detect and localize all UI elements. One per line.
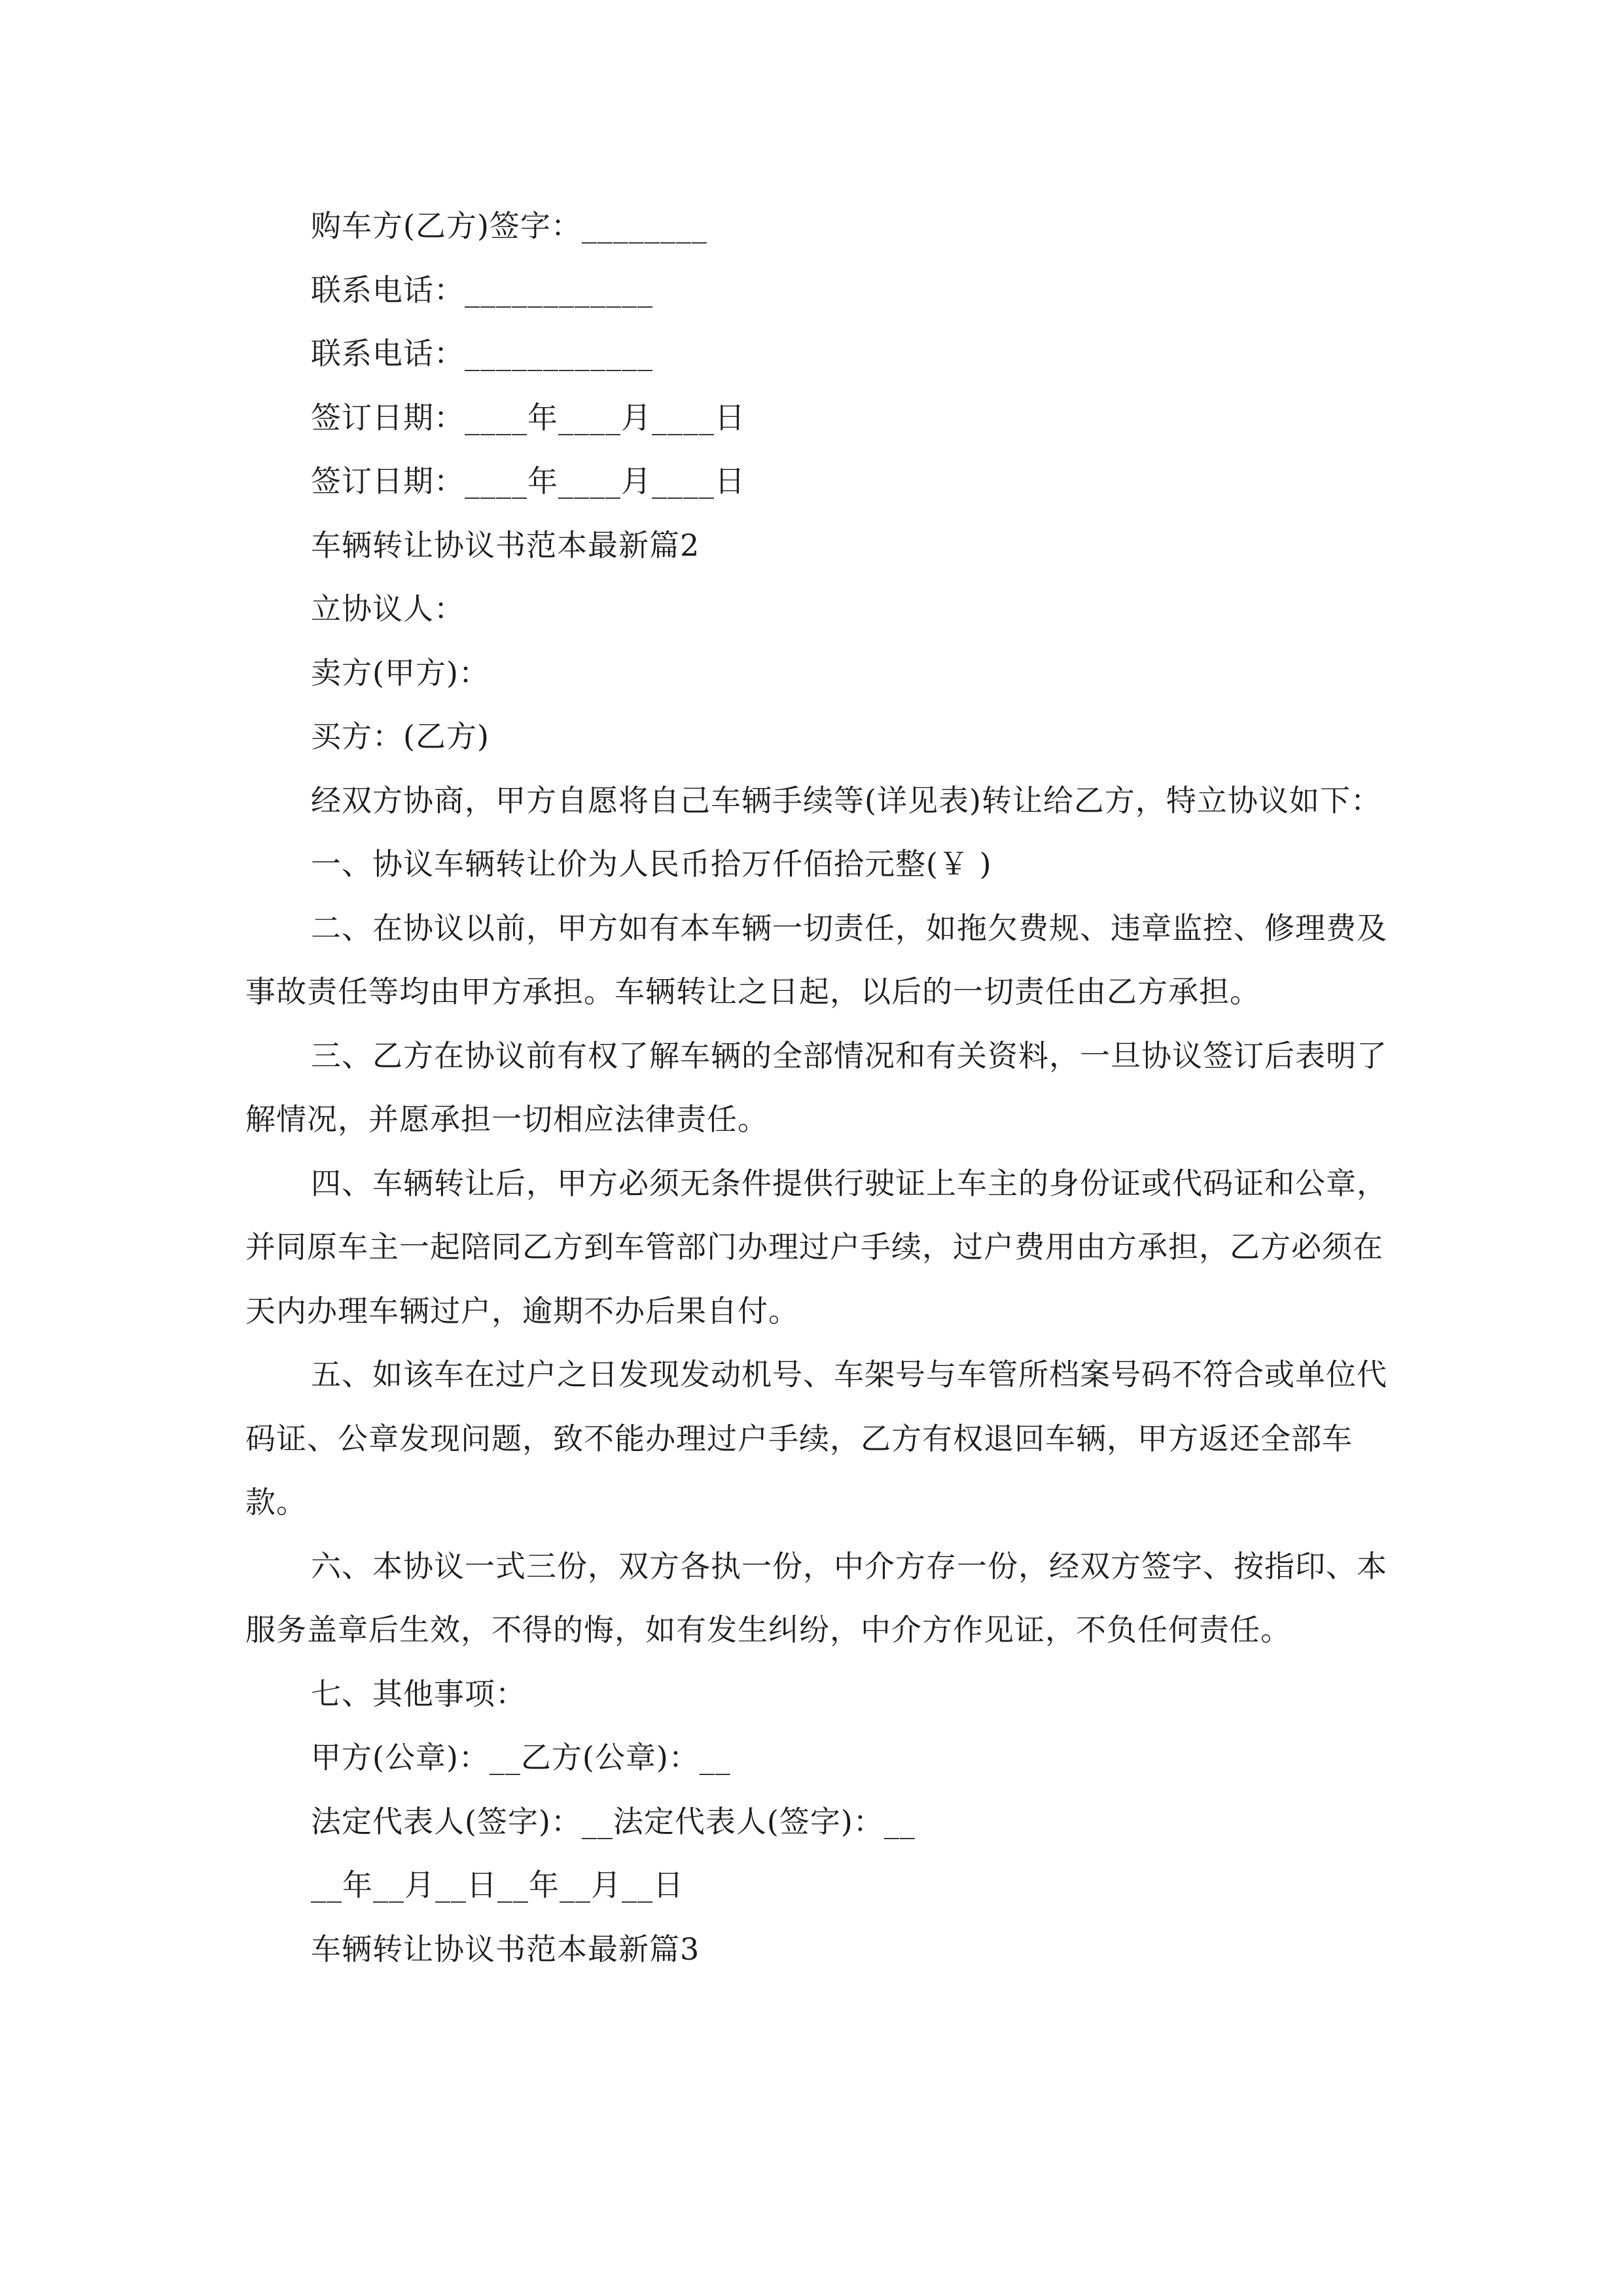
contact-phone-line: 联系电话：____________: [311, 272, 653, 308]
seller-label: 卖方(甲方)：: [311, 655, 490, 691]
contact-phone-line: 联系电话：____________: [311, 336, 653, 371]
section-title: 车辆转让协议书范本最新篇3: [311, 1931, 700, 1967]
date-line: __年__月__日__年__月__日: [311, 1867, 684, 1903]
signing-date-line: 签订日期：____年____月____日: [311, 399, 745, 435]
buyer-label: 买方：(乙方): [311, 719, 490, 754]
agreement-paragraph: 经双方协商，甲方自愿将自己车辆手续等(详见表)转让给乙方，特立协议如下：: [311, 782, 1382, 818]
company-seal-line: 甲方(公章)：__乙方(公章)：__: [311, 1740, 731, 1775]
buyer-signature-line: 购车方(乙方)签字：________: [311, 208, 707, 243]
signing-date-line: 签订日期：____年____月____日: [311, 463, 745, 499]
document-body: [245, 194, 1391, 1981]
clause-6: 六、本协议一式三份，双方各执一份，中介方存一份，经双方签字、按指印、本服务盖章后生效，不得的悔，如有发生纠纷，中介方作见证，不负任何责任。: [245, 1548, 1387, 1647]
clause-1: 一、协议车辆转让价为人民币拾万仟佰拾元整(￥ ): [311, 846, 992, 882]
clause-4: 四、车辆转让后，甲方必须无条件提供行驶证上车主的身份证或代码证和公章，并同原车主一起陪同乙方到车管部门办理过户手续，过户费用由方承担，乙方必须在天内办理车辆过户，逾期不办后果自付。: [245, 1165, 1387, 1329]
clause-7: 七、其他事项：: [311, 1676, 526, 1712]
clause-3: 三、乙方在协议前有权了解车辆的全部情况和有关资料，一旦协议签订后表明了解情况，并愿承担一切相应法律责任。: [245, 1037, 1387, 1137]
clause-5: 五、如该车在过户之日发现发动机号、车架号与车管所档案号码不符合或单位代码证、公章发现问题，致不能办理过户手续，乙方有权退回车辆，甲方返还全部车款。: [245, 1357, 1387, 1520]
parties-label: 立协议人：: [311, 591, 465, 626]
clause-2: 二、在协议以前，甲方如有本车辆一切责任，如拖欠费规、违章监控、修理费及事故责任等均由甲方承担。车辆转让之日起，以后的一切责任由乙方承担。: [245, 910, 1387, 1009]
section-title: 车辆转让协议书范本最新篇2: [311, 527, 700, 563]
legal-representative-line: 法定代表人(签字)：__法定代表人(签字)：__: [311, 1803, 916, 1839]
